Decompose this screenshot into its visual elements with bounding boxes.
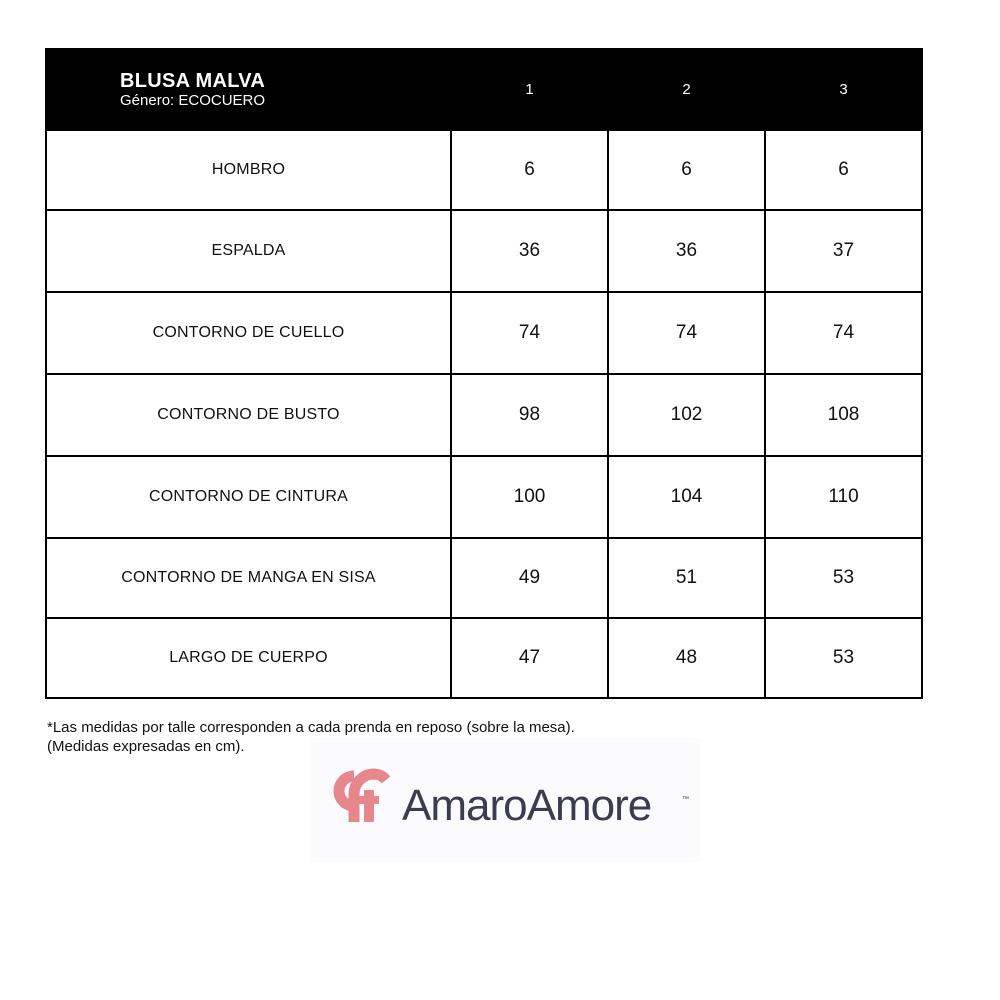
footnote-line-2: (Medidas expresadas en cm). [47, 738, 245, 755]
header-title-cell [46, 49, 451, 130]
row-value: 53 [765, 618, 922, 698]
aa-monogram-icon [320, 756, 390, 828]
row-value: 108 [765, 374, 922, 456]
row-value: 74 [451, 292, 608, 374]
table-header-row [46, 49, 922, 130]
row-value: 49 [451, 538, 608, 618]
row-value: 74 [765, 292, 922, 374]
table-row [46, 292, 922, 374]
product-title: BLUSA MALVA [120, 70, 266, 92]
table-row [46, 538, 922, 618]
row-label: CONTORNO DE CINTURA [46, 456, 451, 538]
row-value: 98 [451, 374, 608, 456]
row-label: LARGO DE CUERPO [46, 618, 451, 698]
size-chart-table [45, 48, 923, 699]
brand-logo [310, 738, 700, 862]
row-value: 110 [765, 456, 922, 538]
row-value: 6 [451, 130, 608, 210]
row-value: 53 [765, 538, 922, 618]
row-value: 37 [765, 210, 922, 292]
row-label: CONTORNO DE CUELLO [46, 292, 451, 374]
row-value: 47 [451, 618, 608, 698]
row-value: 36 [451, 210, 608, 292]
trademark-symbol: ™ [682, 796, 689, 803]
product-material: Género: ECOCUERO [120, 92, 266, 109]
row-value: 6 [765, 130, 922, 210]
row-value: 48 [608, 618, 765, 698]
table-row [46, 210, 922, 292]
row-value: 6 [608, 130, 765, 210]
row-label: CONTORNO DE BUSTO [46, 374, 451, 456]
row-label: HOMBRO [46, 130, 451, 210]
size-header-1: 1 [451, 49, 608, 130]
row-value: 36 [608, 210, 765, 292]
row-value: 100 [451, 456, 608, 538]
row-value: 104 [608, 456, 765, 538]
size-header-3: 3 [765, 49, 922, 130]
row-value: 51 [608, 538, 765, 618]
row-label: CONTORNO DE MANGA EN SISA [46, 538, 451, 618]
size-header-2: 2 [608, 49, 765, 130]
row-label: ESPALDA [46, 210, 451, 292]
table-row [46, 374, 922, 456]
footnote-line-1: *Las medidas por talle corresponden a cada prenda en reposo (sobre la mesa). [47, 719, 575, 736]
row-value: 74 [608, 292, 765, 374]
brand-name: AmaroAmore [402, 781, 652, 830]
table-row [46, 618, 922, 698]
table-row [46, 130, 922, 210]
table-row [46, 456, 922, 538]
row-value: 102 [608, 374, 765, 456]
